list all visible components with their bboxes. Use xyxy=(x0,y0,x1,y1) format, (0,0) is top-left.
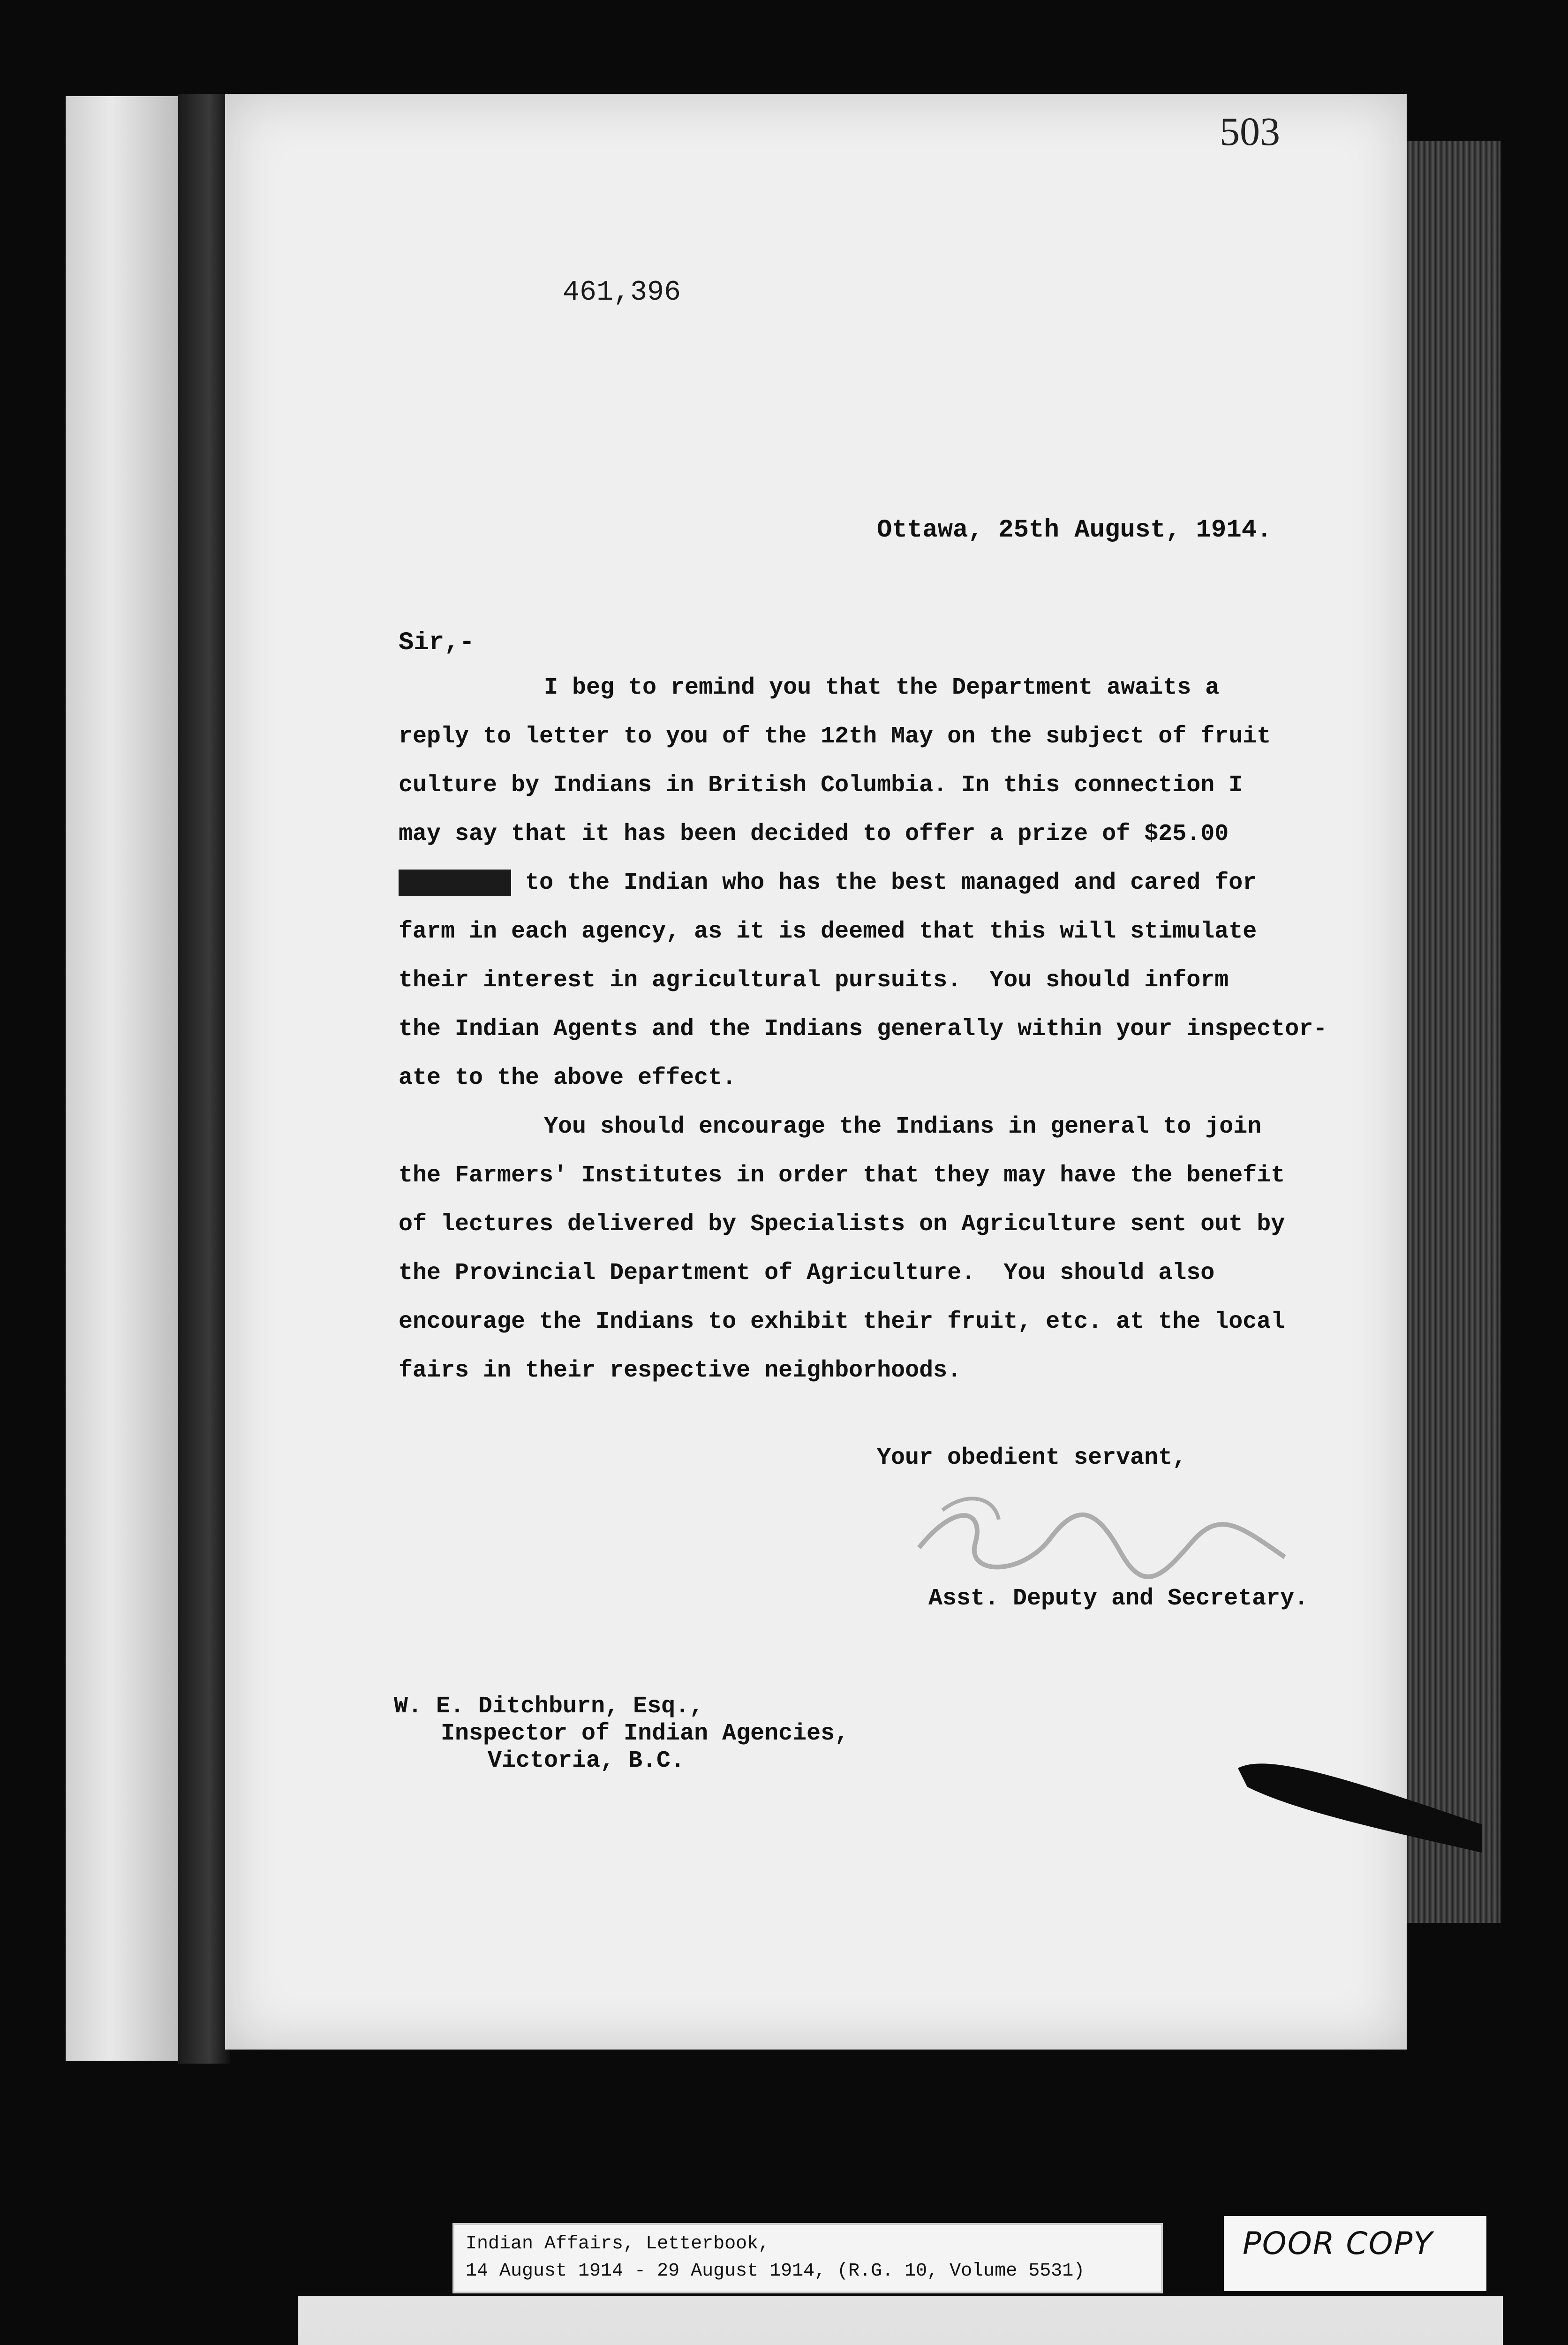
body-line: may say that it has been decided to offer a prize of $25.00 xyxy=(399,821,1229,847)
body-line: the Provincial Department of Agriculture. You should also xyxy=(399,1260,1215,1286)
body-line: culture by Indians in British Columbia. In this connection I xyxy=(399,772,1243,799)
archives-label xyxy=(298,2296,1503,2345)
page-stack-edge xyxy=(1402,141,1500,1923)
reference-line: Indian Affairs, Letterbook, xyxy=(466,2233,770,2254)
body-line: the Indian Agents and the Indians generally within your inspector- xyxy=(399,1016,1327,1043)
body-line: farm in each agency, as it is deemed that this will stimulate xyxy=(399,918,1257,945)
address-line: W. E. Ditchburn, Esq., xyxy=(394,1693,704,1720)
recipient-address xyxy=(394,1693,849,1775)
page-number: 503 xyxy=(1220,109,1280,154)
pointer-shadow xyxy=(1238,1759,1482,1853)
letter-body xyxy=(399,664,1383,1395)
body-line: xxxxxxxx to the Indian who has the best managed and cared for xyxy=(399,870,1257,896)
reference-label xyxy=(452,2223,1163,2293)
body-line: fairs in their respective neighborhoods. xyxy=(399,1357,962,1384)
letter-page xyxy=(225,94,1407,2050)
body-line: of lectures delivered by Specialists on Agriculture sent out by xyxy=(399,1211,1285,1238)
body-line: ate to the above effect. xyxy=(399,1065,737,1091)
closing: Your obedient servant, xyxy=(877,1445,1187,1471)
body-line: You should encourage the Indians in general to join xyxy=(544,1113,1262,1140)
body-line: reply to letter to you of the 12th May on the subject of fruit xyxy=(399,723,1271,750)
body-line: the Farmers' Institutes in order that they may have the benefit xyxy=(399,1162,1285,1189)
address-line: Victoria, B.C. xyxy=(488,1747,685,1774)
signature-scribble xyxy=(900,1482,1322,1595)
address-line: Inspector of Indian Agencies, xyxy=(441,1720,849,1747)
body-line: their interest in agricultural pursuits. You should inform xyxy=(399,967,1229,994)
struck-out-word: xxxxxxxx xyxy=(399,870,512,896)
reference-line: 14 August 1914 - 29 August 1914, (R.G. 10, Volume 5531) xyxy=(466,2261,1085,2282)
file-number: 461,396 xyxy=(563,277,681,309)
poor-copy-label: POOR COPY xyxy=(1224,2216,1486,2291)
signer-title: Asst. Deputy and Secretary. xyxy=(928,1585,1309,1612)
salutation: Sir,- xyxy=(399,628,475,657)
left-page-strip xyxy=(66,96,178,2061)
dateline: Ottawa, 25th August, 1914. xyxy=(877,516,1272,545)
body-line: encourage the Indians to exhibit their fruit, etc. at the local xyxy=(399,1309,1285,1335)
book-gutter xyxy=(178,94,230,2064)
body-line: I beg to remind you that the Department awaits a xyxy=(544,674,1220,701)
